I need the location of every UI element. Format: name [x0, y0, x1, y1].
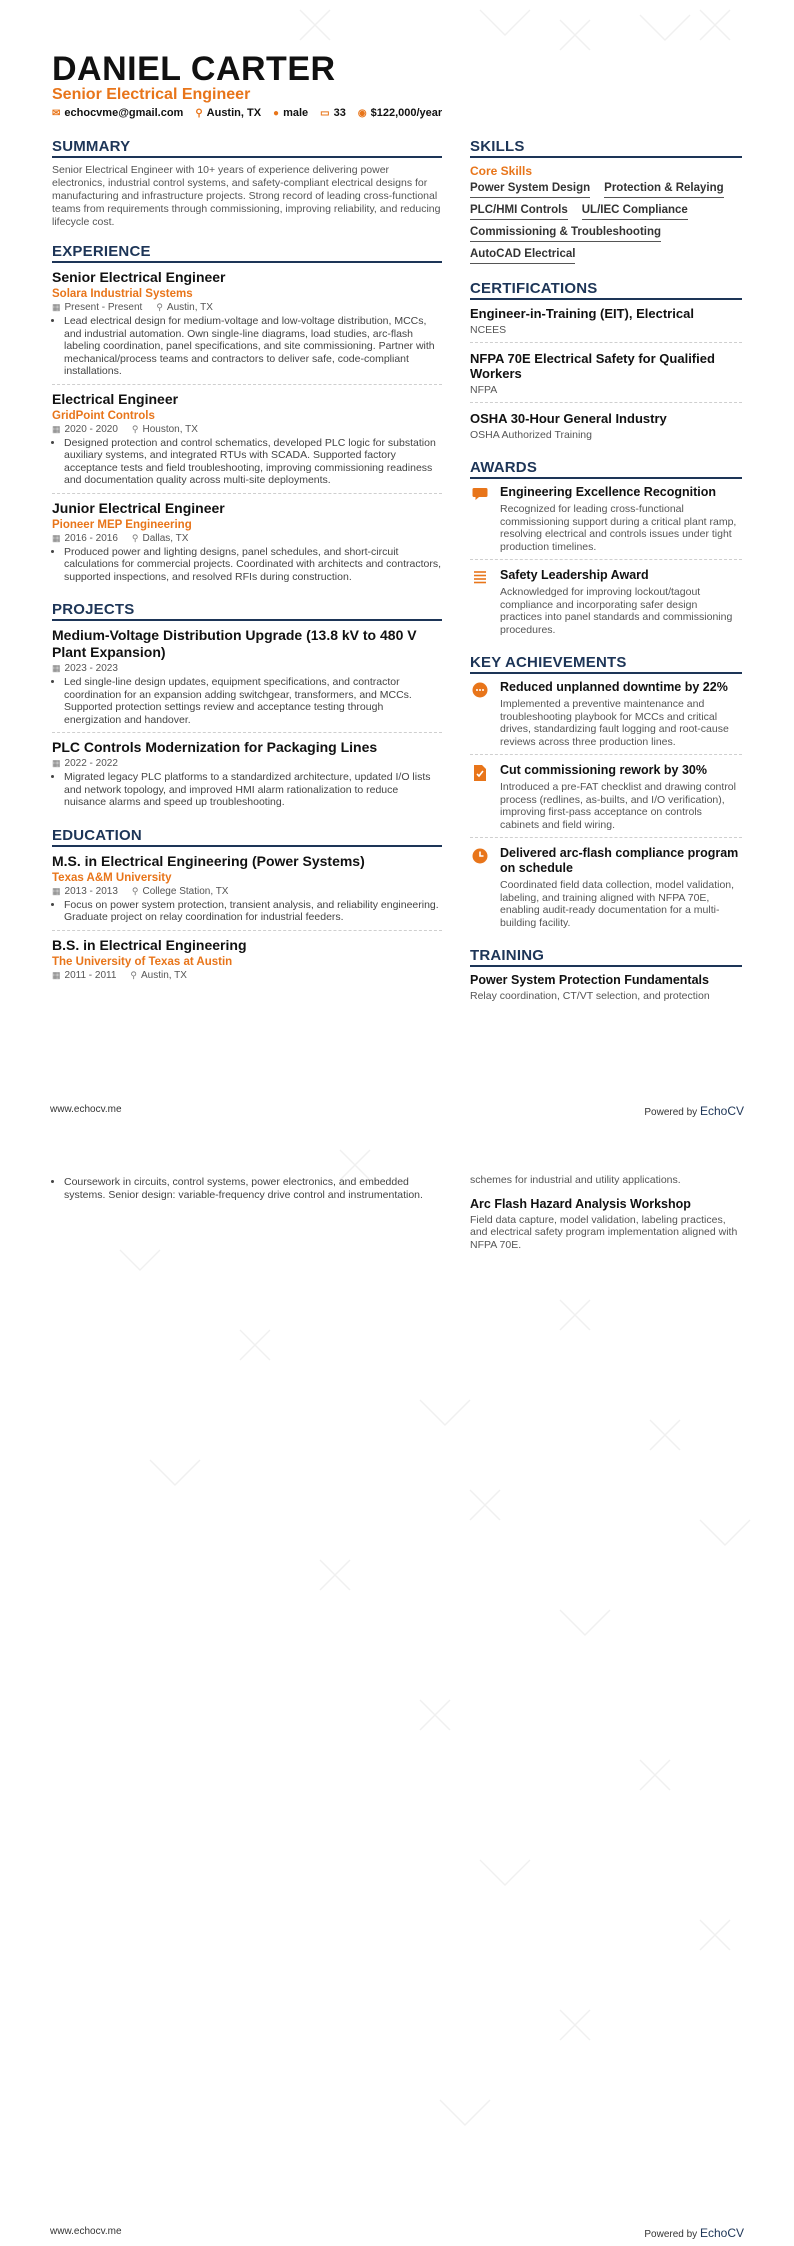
school: The University of Texas at Austin	[52, 955, 233, 968]
calendar-icon: ▦	[52, 532, 61, 543]
achievements-heading: KEY ACHIEVEMENTS	[470, 654, 742, 674]
training-entry	[470, 1197, 742, 1252]
skill-tag: UL/IEC Compliance	[582, 204, 688, 220]
footer-site[interactable]: www.echocv.me	[50, 1104, 122, 1115]
cert-title: NFPA 70E Electrical Safety for Qualified Workers	[470, 351, 715, 381]
calendar-icon: ▦	[52, 423, 61, 434]
school-location: Austin, TX	[141, 969, 187, 981]
age: 33	[333, 107, 346, 119]
job-location: Austin, TX	[166, 302, 213, 313]
education-entry	[52, 937, 442, 987]
education-entry	[52, 853, 442, 931]
location: Austin, TX	[206, 107, 262, 119]
bullet: • Migrated legacy PLC platforms to a standardized architecture, updated I/O lists and network topology, and improved HMI alarm rationalization to reduce nuisance alarms and speed up troubleshooting.	[64, 771, 442, 809]
job-location: Dallas, TX	[142, 532, 189, 544]
location-pin-icon: ⚲	[131, 423, 139, 434]
achievement-description: Introduced a pre-FAT checklist and drawing control process (redlines, as-builts, and I/O verification), improving first-pass acceptance on controls cabinets and field wiring.	[500, 781, 736, 831]
footer-site[interactable]: www.echocv.me	[50, 2226, 122, 2237]
job-location: Houston, TX	[142, 423, 198, 435]
training-entry	[470, 973, 742, 1003]
chat-bubble-icon	[470, 485, 490, 553]
clock-icon	[470, 846, 490, 929]
person-icon: ●	[273, 107, 280, 119]
awards-heading: AWARDS	[470, 459, 742, 479]
award-entry	[470, 485, 742, 560]
email-icon: ✉	[52, 107, 61, 119]
project-title: Medium-Voltage Distribution Upgrade (13.8 kV to 480 V Plant Expansion)	[52, 627, 417, 660]
training-description: Relay coordination, CT/VT selection, and protection	[470, 990, 710, 1002]
location-pin-icon: ⚲	[195, 107, 203, 119]
gender: male	[283, 107, 309, 119]
salary: $122,000/year	[370, 107, 443, 119]
experience-entry	[52, 391, 442, 494]
achievement-entry	[470, 763, 742, 838]
achievement-entry	[470, 680, 742, 755]
bullet: • Lead electrical design for medium-voltage and low-voltage distribution, MCCs, and industrial automation. Own single-line diagrams, load studies, arc-flash labeling coordination, panel specifications, and site commissioning. Partner with mechanical/process teams and contractors to deliver safe, code-compliant installations.	[64, 315, 442, 378]
calendar-icon: ▦	[52, 302, 61, 312]
skill-tag: PLC/HMI Controls	[470, 204, 568, 220]
bullet: • Focus on power system protection, transient analysis, and reliability engineering. Graduate project on relay coordination for industrial feeders.	[64, 899, 442, 924]
bullet: • Led single-line design updates, equipment specifications, and contractor coordination for an expansion adding switchgear, transformers, and MCCs. Supported protection settings review and acceptance testing through energization and handover.	[64, 676, 442, 726]
contact-bar	[52, 107, 442, 119]
job-title: Electrical Engineer	[52, 390, 179, 407]
location-pin-icon: ⚲	[131, 885, 139, 896]
salary-icon: ◉	[357, 107, 367, 119]
cert-issuer: OSHA Authorized Training	[470, 429, 592, 441]
degree: B.S. in Electrical Engineering	[52, 936, 247, 953]
dates: 2020 - 2020	[64, 423, 118, 435]
footer-powered: Powered by	[644, 1107, 698, 1118]
left-column-continued	[52, 1174, 442, 1201]
training-title: Arc Flash Hazard Analysis Workshop	[470, 1196, 691, 1211]
training-title: Power System Protection Fundamentals	[470, 973, 709, 987]
company: Pioneer MEP Engineering	[52, 518, 192, 531]
left-column	[52, 138, 442, 993]
skills-tags	[470, 182, 742, 264]
achievement-title: Reduced unplanned downtime by 22%	[500, 680, 728, 694]
certification-entry	[470, 351, 742, 403]
projects-heading: PROJECTS	[52, 601, 442, 621]
skill-tag: Protection & Relaying	[604, 182, 724, 198]
school-location: College Station, TX	[142, 885, 229, 897]
project-entry	[52, 627, 442, 733]
school: Texas A&M University	[52, 871, 172, 884]
candidate-name: DANIEL CARTER	[52, 50, 336, 88]
summary-heading: SUMMARY	[52, 138, 442, 158]
candidate-role: Senior Electrical Engineer	[52, 86, 251, 103]
achievement-entry	[470, 846, 742, 935]
skill-tag: Power System Design	[470, 182, 590, 198]
experience-entry	[52, 500, 442, 590]
right-column	[470, 138, 742, 1003]
company: Solara Industrial Systems	[52, 288, 193, 300]
chat-dots-icon	[470, 680, 490, 748]
training-description-continued: schemes for industrial and utility applications.	[470, 1174, 681, 1186]
award-description: Recognized for leading cross-functional commissioning support during a critical plant ramp, resolving electrical and controls issues under tight production timelines.	[500, 503, 737, 553]
job-title: Senior Electrical Engineer	[52, 269, 226, 285]
email[interactable]: echocvme@gmail.com	[64, 107, 184, 119]
footer	[50, 1104, 744, 1118]
project-entry	[52, 739, 442, 815]
experience-heading: EXPERIENCE	[52, 243, 442, 263]
certifications-heading: CERTIFICATIONS	[470, 280, 742, 300]
dates: 2022 - 2022	[64, 758, 118, 769]
footer	[50, 2226, 744, 2240]
bullet: • Produced power and lighting designs, panel schedules, and short-circuit calculations for commercial projects. Coordinated with architects and contractors, supported inspections, and resolved RFIs during construction.	[64, 546, 442, 584]
cert-title: OSHA 30-Hour General Industry	[470, 411, 667, 426]
company: GridPoint Controls	[52, 409, 155, 422]
skills-subheading: Core Skills	[470, 164, 533, 178]
achievement-description: Coordinated field data collection, model validation, labeling, and training aligned with NFPA 70E, enabling audit-ready documentation for a multi-building facility.	[500, 879, 735, 929]
resume-page-2	[0, 1140, 794, 2246]
footer-brand[interactable]: EchoCV	[699, 1104, 744, 1118]
award-description: Acknowledged for improving lockout/tagout compliance and incorporating safer design practices into panel standards and commissioning procedures.	[500, 586, 733, 636]
degree: M.S. in Electrical Engineering (Power Systems)	[52, 852, 365, 869]
certification-entry	[470, 411, 742, 447]
experience-entry	[52, 269, 442, 385]
calendar-icon: ▦	[52, 885, 61, 896]
skills-heading: SKILLS	[470, 138, 742, 158]
bullet: • Designed protection and control schematics, developed PLC logic for substation auxiliary systems, and integrated RTUs with SCADA. Supported factory acceptance tests and field troubleshooting, improving commissioning readiness and documentation quality across multi-site deployments.	[64, 437, 442, 487]
certification-entry	[470, 306, 742, 343]
achievement-title: Cut commissioning rework by 30%	[500, 763, 707, 777]
dates: 2011 - 2011	[64, 969, 117, 981]
calendar-icon: ▦	[52, 758, 61, 768]
location-pin-icon: ⚲	[131, 532, 139, 543]
award-title: Engineering Excellence Recognition	[500, 485, 717, 499]
dates: 2013 - 2013	[64, 885, 118, 897]
summary-text: Senior Electrical Engineer with 10+ years of experience delivering power electronics, industrial control systems, and safety-compliant electrical designs for manufacturing and infrastructure projects. Strong record of leading cross-functional teams from requirements through commissioning, improving reliability, and reducing lifecycle cost.	[52, 164, 441, 228]
training-description: Field data capture, model validation, labeling practices, and electrical safety program implementation aligned with NFPA 70E.	[470, 1213, 738, 1251]
achievement-title: Delivered arc-flash compliance program on schedule	[500, 846, 739, 875]
education-heading: EDUCATION	[52, 827, 442, 847]
list-icon	[470, 568, 490, 636]
cert-issuer: NCEES	[470, 324, 507, 336]
skill-tag: AutoCAD Electrical	[470, 248, 575, 264]
dates: Present - Present	[64, 302, 143, 313]
location-pin-icon: ⚲	[156, 302, 163, 312]
dates: 2016 - 2016	[64, 532, 118, 544]
award-title: Safety Leadership Award	[500, 568, 649, 582]
location-pin-icon: ⚲	[130, 969, 138, 980]
footer-brand[interactable]: EchoCV	[699, 2226, 744, 2240]
achievement-description: Implemented a preventive maintenance and troubleshooting playbook for MCCs and critical drives, standardizing fault logging and root-cause reviews across three production lines.	[500, 698, 729, 748]
award-entry	[470, 568, 742, 642]
calendar-icon: ▦	[52, 663, 61, 673]
job-title: Junior Electrical Engineer	[52, 499, 225, 516]
calendar-icon: ▦	[52, 969, 61, 980]
cert-title: Engineer-in-Training (EIT), Electrical	[470, 306, 694, 321]
dates: 2023 - 2023	[64, 663, 118, 674]
training-heading: TRAINING	[470, 947, 742, 967]
skill-tag: Commissioning & Troubleshooting	[470, 226, 661, 242]
footer-powered: Powered by	[644, 2229, 698, 2240]
bullet: • Coursework in circuits, control systems, power electronics, and embedded systems. Senior design: variable-frequency drive control and instrumentation.	[64, 1176, 442, 1201]
cert-issuer: NFPA	[470, 384, 498, 396]
project-title: PLC Controls Modernization for Packaging Lines	[52, 739, 378, 755]
calendar-icon: ▭	[320, 107, 330, 119]
right-column-continued	[470, 1174, 742, 1251]
document-icon	[470, 763, 490, 831]
